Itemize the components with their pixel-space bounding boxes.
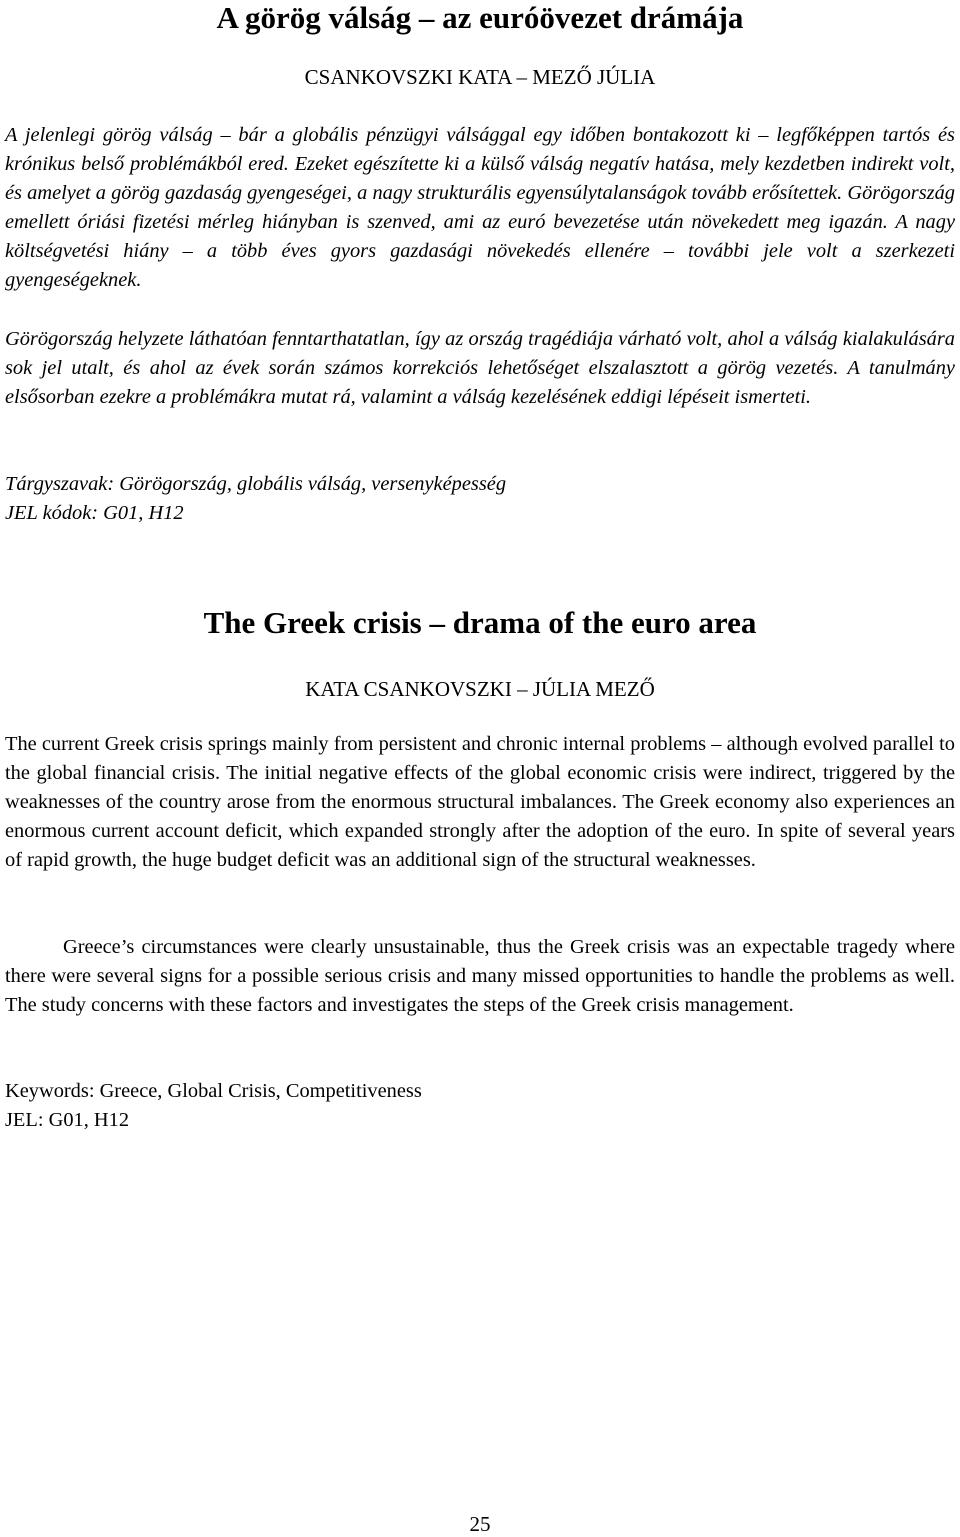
english-authors: KATA CSANKOVSZKI – JÚLIA MEZŐ: [305, 677, 655, 701]
hungarian-title: A görög válság – az euróövezet drámája: [216, 0, 744, 35]
hungarian-abstract-paragraph-2: Görögország helyzete láthatóan fenntarthatatlan, így az ország tragédiája várható volt, ahol a válság kialakulására sok jel utalt, és ahol az évek során számos korrekciós lehetőséget elszalasztott a görög vezetés. A tanulmány elsősorban ezekre a problémákra mutat rá, valamint a válság kezelésének eddigi lépéseit ismerteti.: [5, 328, 955, 408]
hungarian-authors: CSANKOVSZKI KATA – MEZŐ JÚLIA: [304, 65, 656, 89]
english-keywords: Keywords: Greece, Global Crisis, Competitiveness: [5, 1080, 422, 1102]
hungarian-abstract-paragraph-1: A jelenlegi görög válság – bár a globális pénzügyi válsággal egy időben bontakozott ki – legfőképpen tartós és krónikus belső problémákból ered. Ezeket egészítette ki a külső válság negatív hatása, mely kezdetben indirekt volt, és amelyet a görög gazdaság gyengeségei, a nagy strukturális egyensúlytalanságok tovább erősítettek. Görögország emellett óriási fizetési mérleg hiányban is szenved, ami az euró bevezetése után növekedett meg igazán. A nagy költségvetési hiány – a több éves gyors gazdasági növekedés ellenére – további jele volt a szerkezeti gyengeségeknek.: [5, 124, 955, 291]
english-abstract-paragraph-1: The current Greek crisis springs mainly from persistent and chronic internal problems – although evolved parallel to the global financial crisis. The initial negative effects of the global economic crisis were indirect, triggered by the weaknesses of the country arose from the enormous structural imbalances. The Greek economy also experiences an enormous current account deficit, which expanded strongly after the adoption of the euro. In spite of several years of rapid growth, the huge budget deficit was an additional sign of the structural weaknesses.: [5, 733, 955, 871]
hungarian-keywords: Tárgyszavak: Görögország, globális válság, versenyképesség: [5, 473, 507, 495]
english-jel-codes: JEL: G01, H12: [5, 1109, 130, 1131]
page-number: 25: [469, 1512, 491, 1536]
english-abstract-paragraph-2: Greece’s circumstances were clearly unsustainable, thus the Greek crisis was an expectable tragedy where there were several signs for a possible serious crisis and many missed opportunities to handle the problems as well. The study concerns with these factors and investigates the steps of the Greek crisis management.: [5, 936, 955, 1016]
hungarian-jel-codes: JEL kódok: G01, H12: [5, 502, 184, 524]
english-title: The Greek crisis – drama of the euro area: [203, 605, 757, 640]
